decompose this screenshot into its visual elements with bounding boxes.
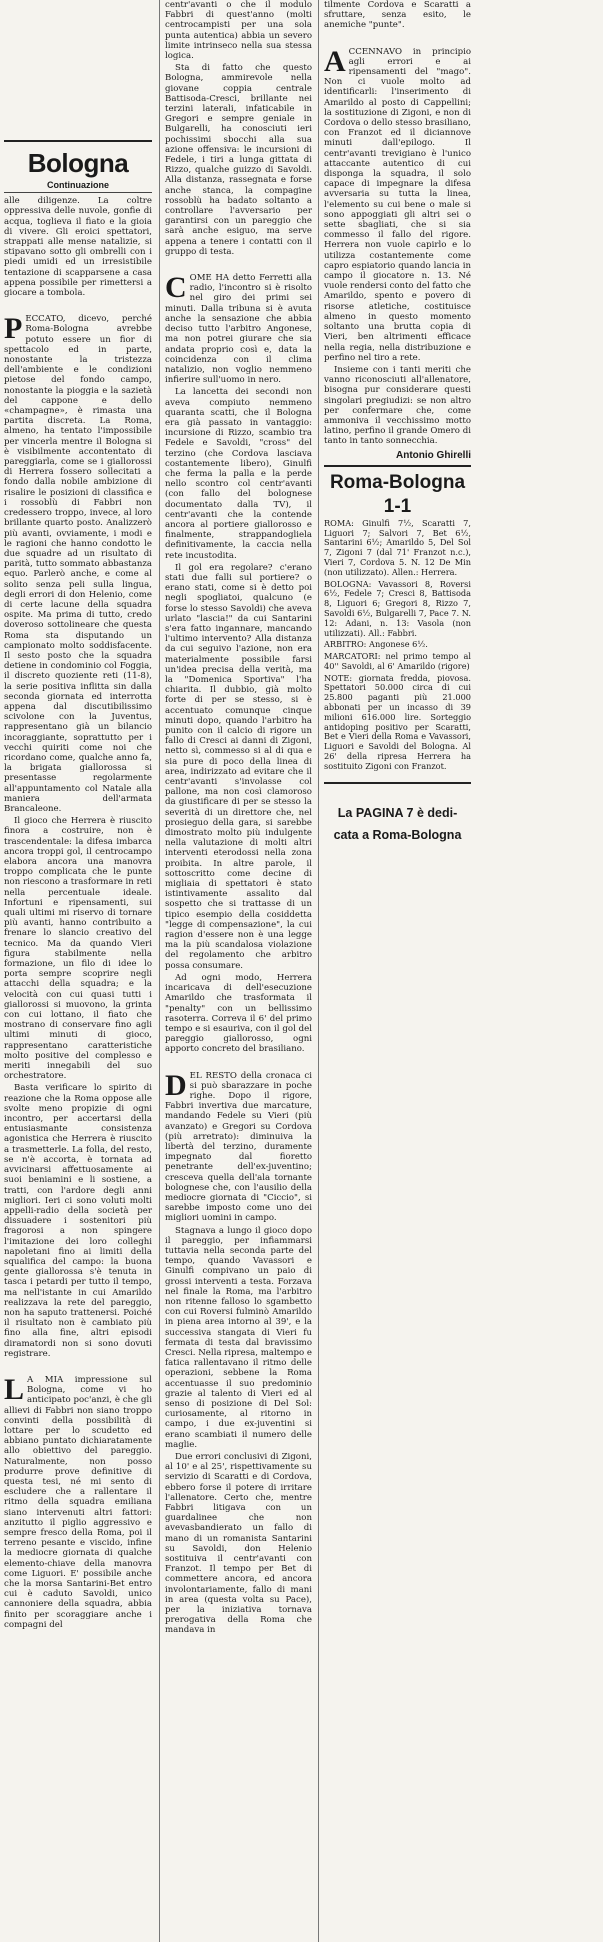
column-1 [4, 140, 152, 1632]
drop-cap: P [4, 312, 23, 346]
paragraph: Il gioco che Herrera è riuscito finora a costruire, non è trascendentale: la difesa imbarca ancora troppi gol, il centrocampo elabora ancora una manovra troppo complicata che le punte non riescono a trasformare in reti nella percentuale ideale. Infortuni e ripensamenti, sui quali ultimi mi riservo di tornare più avanti, hanno contribuito a frenare lo slancio creativo del tecnico. Ma da quando Vieri figura stabilmente nella formazione, un filo di idee lo porta sempre scoprire negli attacchi della squadra; e la velocità con cui quasi tutti i giallorossi si muovono, la grinta con cui lottano, il fiato che mostrano di conservare fino agli ultimi minuti di gioco, rappresentano caratteristiche molto positive del complesso e meriti innegabili del suo orchestratore. [4, 816, 152, 1082]
paragraph: Stagnava a lungo il gioco dopo il pareggio, per infiammarsi tuttavia nella seconda parte del tempo, quando Vavassori e Ginulfi compivano un paio di grossi interventi a testa. Forzava nel finale la Roma, ma l'arbitro non ritenne falloso lo sgambetto con cui Roversi fulminò Amarildo in piena area intorno al 39', e la successiva stangata di Vieri fu fermata di testa dal bravissimo Cresci. Nella ripresa, maltempo e fatica rallentavano il ritmo delle operazioni, sebbene la Roma accentuasse il suo predominio grazie al talento di Vieri ed al senso di posizione di Del Sol: curiosamente, al ritorno in campo, i due ex-juventini si erano scambiati il numero delle maglie. [165, 1225, 312, 1450]
column-rule [159, 0, 160, 1942]
score-heading: Roma-Bologna 1-1 [324, 465, 471, 519]
match-report-table [324, 519, 471, 772]
paragraph: Insieme con i tanti meriti che vanno riconosciuti all'allenatore, bisogna pur considerare questi singolari pregiudizi: se non altro per confermare che, come ammoniva il vecchissimo motto latino, perfino il grande Omero di tanto in tanto sonnecchia. [324, 364, 471, 447]
drop-cap: L [4, 1372, 25, 1406]
paragraph: Due errori conclusivi di Zigoni, al 10' e al 25', rispettivamente su servizio di Scaratti e di Cordova, ebbero forse il potere di irritare l'allenatore. Certo che, mentre Fabbri litigava con un guardalinee che non avevasbandierato un fallo di mano di un romanista Santarini su Savoldi, don Helenio sostituiva il centr'avanti con Franzot. Il tempo per Bet di commettere ancora, ed ancora involontariamente, fallo di mani in area (questa volta su Pace), per la iniziativa tornava prerogativa della Roma che mandava in [165, 1452, 312, 1636]
paragraph: tilmente Cordova e Scaratti a sfruttare, senza esito, le anemiche "punte". [324, 0, 471, 31]
referee-line: ARBITRO: Angonese 6½. [324, 639, 428, 650]
column-2 [165, 0, 312, 1638]
paragraph: Basta verificare lo spirito di reazione che la Roma oppose alle svolte meno propizie di ogni incontro, per accertarsi della entusiasmante consistenza agonistica che Herrera è riuscito a trasmetterle. La folla, del resto, se n'è accorta, è tornata ad avvicinarsi affettuosamente ai suoi beniamini e li sostiene, a tratti, con l'ardore degli anni migliori. Ieri ci sono voluti molti appelli-radio della società per dissuadere i sostenitori più fragorosi a non spingere l'imitazione dei loro colleghi napoletani fino ai limiti della squalifica del campo: la buona gente giallorossa s'è tenuta in tasca i petardi per tutto il tempo, ma nell'istante in cui Amarildo realizzava la rete del pareggio, non ha saputo trattenersi. Poiché il risultato non è cambiato più fino alla fine, altri episodi diramatordi non si sono dovuti registrare. [4, 1083, 152, 1359]
paragraph: Sta di fatto che questo Bologna, ammirevole nella giovane coppia centrale Battisoda-Cresci, brillante nei terzini laterali, infaticabile in Gregori e sempre geniale in Bulgarelli, ha conosciuti ieri pochissimi sbocchi alla sua azione offensiva: le incursioni di Fedele, i tiri a lunga gittata di Rizzo, qualche guizzo di Savoldi. Alla distanza, rassegnata e forse anche stanca, la compagine rossoblù ha badato soltanto a controllare l'avversario per garantirsi con un pareggio che sarà anche esiguo, ma serve appena a tenere i contatti con il gruppo di testa. [165, 63, 312, 257]
column-rule [318, 0, 319, 1942]
paragraph: Il gol era regolare? c'erano stati due falli sul portiere? o erano stati, come si è detto poi negli spogliatoi, qualcuno (e forse lo stesso Savoldi) che aveva urlato "lascia!" da cui Santarini s'era fatto ingannare, mancando l'ultimo intervento? Alla distanza da cui seguivo l'azione, non era materialmente possibile farsi un'idea precisa della verità, ma la "Domenica Sportiva" l'ha chiarita. Il dubbio, già molto forte di per se stesso, si è accentuato comunque cinque minuti dopo, quando l'arbitro ha punito con il calcio di rigore un fallo di Cresci ai danni di Zigoni, netto sì, commesso si al di qua e sia pure di poco della linea di area, indirizzato ad evitare che il centr'avanti s'involasse col pallone, ma non così clamoroso da giustificare di per se stesso la severità di un direttore che, nel prosieguo della gara, si sarebbe dimostrato molto più indulgente nella valutazione di molti altri interventi eterodossi nella zona proibita. In altre parole, il sottoscritto come decine di migliaia di spettatori è stato istintivamente assalito dal sospetto che si trattasse di un tipico esempio della cosiddetta "legge di compensazione", la cui ragion d'essere non è una legge ma la più scandalosa violazione del regolamento che arbitro possa consumare. [165, 562, 312, 971]
paragraph: PECCATO, dicevo, perché Roma-Bologna avrebbe potuto essere un fior di spettacolo ed in parte, nonostante la tristezza dell'ambiente e le condizioni pietose del fondo campo, nonostante la pioggia e la sazietà del cappone e dello «champagne», è rimasta una partita discreta. La Roma, almeno, ha tentato l'impossibile per vincerla mentre il Bologna si è visibilmente accontentato di pareggiarla, come se i giallorossi di Herrera fossero sollecitati a fondo dalla nobile ambizione di risalire le posizioni di classifica e i rossoblù di Fabbri non credessero troppo, invece, al loro brillante quarto posto. Analizzerò più avanti, ovviamente, i modi e le ragioni che hanno condotto le due squadre ad un risultato di parità, tutto sommato abbastanza equo. Parlerò anche, e come al solito senza peli sulla lingua, degli errori di don Helenio, come di certe lacune della squadra ospite. Ma prima di tutto, credo doveroso sottolineare che questa Roma sta disputando un campionato molto soddisfacente. Il sesto posto che la squadra detiene in condominio col Foggia, il discreto quoziente reti (11-8), la serie positiva inflitta sin dalla seconda giornata ed interrotta appena dal discutibilissimo scivolone con la Juventus, rappresentano già un bilancio incoraggiante, soprattutto per i vecchi quiriti come noi che ricordano come, qualche anno fa, la brigata giallorossa si presentasse regolarmente all'appuntamento col Natale alla maniera dell'armata Brancaleone. [4, 312, 152, 814]
box-line-1: La PAGINA 7 è dedi- [337, 805, 458, 820]
paragraph: COME HA detto Ferretti alla radio, l'incontro si è risolto nel giro dei primi sei minuti. Dalla tribuna si è avuta anche la sensazione che abbia deciso tutto l'arbitro Angonese, ma non potrei giurare che sia andata proprio così e, data la coincidenza con il clima natalizio, non voglio nemmeno infierire sull'uomo in nero. [165, 271, 312, 386]
paragraph: ACCENNAVO in principio agli errori e ai ripensamenti del "mago". Non ci vuole molto ad identificarli: l'inserimento di Amarildo al posto di Cappellini; la sostituzione di Zigoni, e non di Cordova o dello stesso brasiliano, con Franzot ed il diciannove minuti dall'epilogo. Il centr'avanti trevigiano è l'unico attaccante autentico di cui disponga la squadra, il solo capace di impegnare la difesa avversaria su tutta la linea, l'elemento su cui bene o male si sono appoggiati gli altri sei o sette sbagliati, che si sia commesso il fallo del rigore. Herrera non vuole capirlo e lo utilizza costantemente come capro espiatorio quando lancia in campo il giocatore n. 13. Né vuole rendersi conto del fatto che Amarildo, spento e povero di risorse atletiche, costituisce almeno in questo momento soltanto una brutta copia di Vieri, ben altrimenti efficace nella regia, nella distribuzione e perfino nel tiro a rete. [324, 44, 471, 363]
bologna-lineup: BOLOGNA: Vavassori 8, Roversi 6½, Fedele 7; Cresci 8, Battisoda 8, Liguori 6; Gregori 8, Rizzo 7, Savoldi 6½, Bulgarelli 7, Pace 7. N. 12: Adani, n. 13: Vasola (non utilizzati). All.: Fabbri. [324, 578, 471, 638]
paragraph: Ad ogni modo, Herrera incaricava di dell'esecuzione Amarildo che trasformata il "penalty" con un bellissimo rasoterra. Correva il 6' del primo tempo e si esauriva, con il gol del pareggio giallorosso, ogni apporto concreto del brasiliano. [165, 972, 312, 1055]
column-3 [324, 0, 471, 846]
paragraph: alle diligenze. La coltre oppressiva delle nuvole, gonfie di acqua, toglieva il fiato e la gioia di vivere. Gli eroici spettatori, strappati alle mense natalizie, si stipavano sotto gli ombrelli con i piedi umidi ed un irresistibile tentazione di scapparsene a casa appena possibile per rimettersi a giocare a tombola. [4, 196, 152, 299]
article-subtitle: Continuazione [47, 180, 109, 190]
paragraph: L A MIA impressione sul Bologna, come vi ho anticipato poc'anzi, è che gli allievi di Fabbri non siano troppo convinti della possibilità di lottare per lo scudetto ed abbiano puntato dichiaratamente allo obiettivo del pareggio. Naturalmente, non posso produrre prove definitive di questa tesi, né mi sento di escludere che a rallentare il ritmo della squadra emiliana siano intervenuti altri fattori: anzitutto il piglio aggressivo e sempre fresco della Roma, poi il terreno pesante e viscido, infine la mediocre giornata di qualche elemento-chiave della manovra come Liguori. E' possibile anche che la morsa Santarini-Bet entro cui è caduto Savoldi, unico cannoniere della squadra, abbia finito per scoraggiare anche i compagni del [4, 1372, 152, 1630]
roma-lineup: ROMA: Ginulfi 7½, Scaratti 7, Liguori 7; Salvori 7, Bet 6½, Santarini 6½; Amarildo 5, Del Sol 7, Zigoni 7 (dal 71' Franzot n.c.), Vieri 7, Cordova 5. N. 12 De Min (non utilizzato). Allen.: Herrera. [324, 517, 471, 577]
paragraph: La lancetta dei secondi non aveva compiuto nemmeno quaranta scatti, che il Bologna era già passato in vantaggio: incursione di Rizzo, scambio tra Fedele e Savoldi, "cross" del terzino (che Cordova lasciava costantemente libero), Ginulfi che ferma la palla e la perde nello scontro col centr'avanti (con fallo del bolognese documentato dalla TV), il centr'avanti che la contende ancora al portiere giallorosso e finalmente, strappandogliela definitivamente, la caccia nella rete incustodita. [165, 387, 312, 561]
page-reference-box [324, 782, 471, 846]
drop-cap: C [165, 271, 187, 305]
article-header [4, 140, 152, 193]
scorers-line: MARCATORI: nel primo tempo al 40'' Savoldi, al 6' Amarildo (rigore) [324, 651, 471, 671]
paragraph: DEL RESTO della cronaca ci si può sbarazzare in poche righe. Dopo il rigore, Fabbri invertiva due marcature, mandando Fedele su Vieri (più avanzato) e Gregori su Cordova (più arretrato): diminuiva la libertà del terzino, duramente impegnato dal fioretto penetrante dell'ex-juventino; cresceva quella dell'ala tornante bolognese che, con l'ausilio della mediocre giornata di "Ciccio", si sarebbe imposto come uno dei migliori uomini in campo. [165, 1068, 312, 1224]
author-byline: Antonio Ghirelli [396, 449, 471, 461]
paragraph: centr'avanti o che il modulo Fabbri di quest'anno (molti centrocampisti per una sola punta autentica) abbia un severo limite intrinseco nella sua stessa logica. [165, 0, 312, 62]
notes-line: NOTE: giornata fredda, piovosa. Spettatori 50.000 circa di cui 25.800 paganti più 21.000 abbonati per un incasso di 39 milioni 616.000 lire. Sorteggio antidoping positivo per Scaratti, Bet e Vieri della Roma e Vavassori, Liguori e Savoldi del Bologna. Al 26' della ripresa Herrera ha sostituito Zigoni con Franzot. [324, 672, 471, 771]
article-title: Bologna [27, 148, 129, 178]
box-line-2: cata a Roma-Bologna [333, 827, 462, 842]
drop-cap: A [324, 44, 346, 78]
drop-cap: D [165, 1068, 187, 1102]
